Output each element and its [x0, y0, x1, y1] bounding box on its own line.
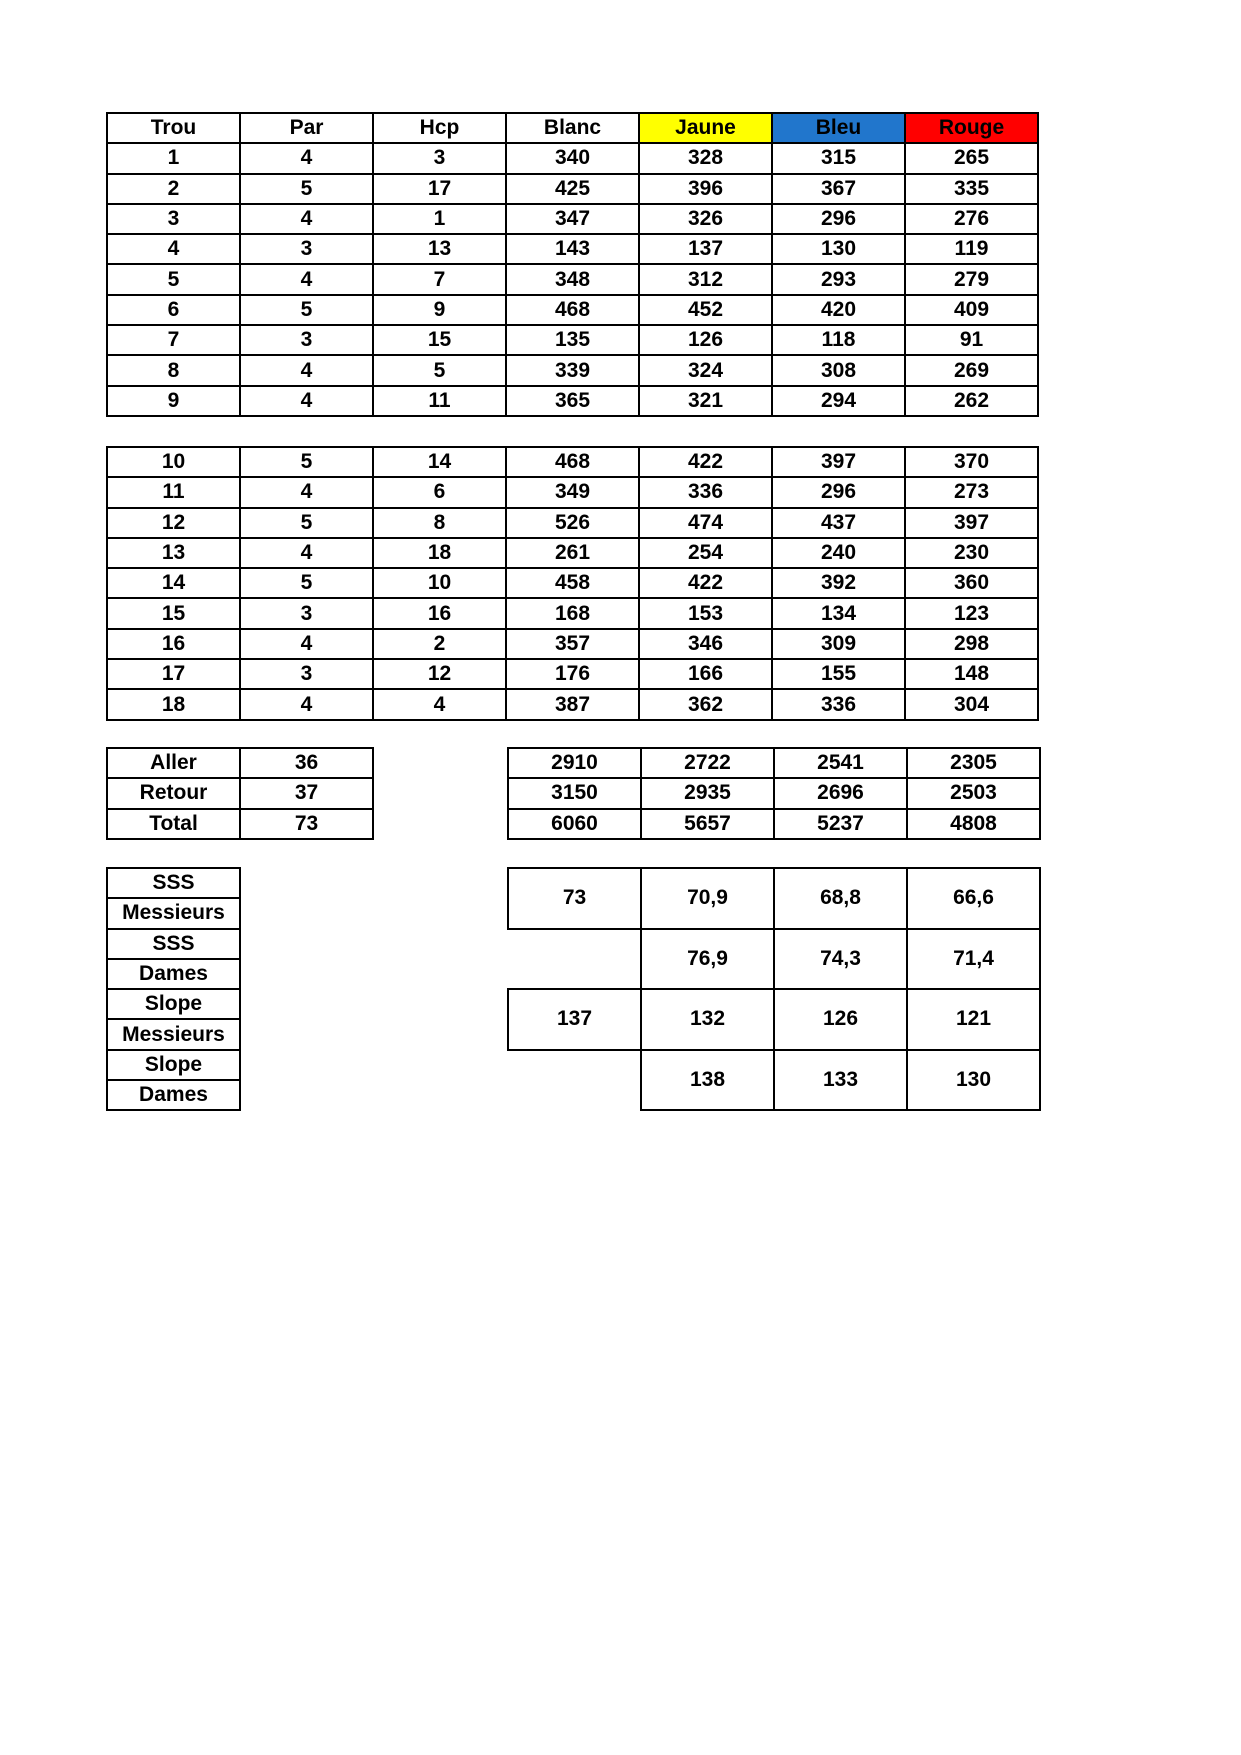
slope-dames-row	[508, 1050, 1040, 1111]
table-cell: 397	[772, 447, 905, 477]
table-cell: 265	[905, 143, 1038, 173]
table-cell: 14	[107, 568, 240, 598]
table-cell: 5237	[774, 809, 907, 839]
table-cell: 73	[240, 809, 373, 839]
par-total-row	[107, 778, 373, 808]
table-cell: 328	[639, 143, 772, 173]
rating-cell: 66,6	[907, 868, 1040, 929]
table-cell: 7	[107, 325, 240, 355]
table-cell: 370	[905, 447, 1038, 477]
table-cell: 326	[639, 204, 772, 234]
table-cell: 4	[240, 143, 373, 173]
table-cell: 422	[639, 447, 772, 477]
table-cell: 4	[373, 689, 506, 719]
distance-total-row	[508, 809, 1040, 839]
rating-label-row	[107, 959, 240, 989]
table-cell: 348	[506, 264, 639, 294]
table-cell: 12	[107, 508, 240, 538]
col-trou: Trou	[107, 113, 240, 143]
table-cell: 298	[905, 629, 1038, 659]
table-cell: 293	[772, 264, 905, 294]
table-cell: 15	[107, 598, 240, 628]
par-total-row	[107, 748, 373, 778]
table-cell: 262	[905, 386, 1038, 416]
table-cell: 3	[240, 598, 373, 628]
rating-labels-table	[106, 867, 241, 1111]
table-cell: 2722	[641, 748, 774, 778]
rating-cell: 68,8	[774, 868, 907, 929]
table-cell: 4	[240, 538, 373, 568]
table-cell: 119	[905, 234, 1038, 264]
hole-row	[107, 234, 1038, 264]
rating-cell: 71,4	[907, 929, 1040, 990]
hole-row	[107, 143, 1038, 173]
table-cell: 422	[639, 568, 772, 598]
rating-cell: 121	[907, 989, 1040, 1050]
table-cell: 324	[639, 355, 772, 385]
table-cell: 18	[373, 538, 506, 568]
rating-label-row	[107, 898, 240, 928]
header-row	[107, 113, 1038, 143]
table-cell: 273	[905, 477, 1038, 507]
hole-row	[107, 629, 1038, 659]
table-cell: 7	[373, 264, 506, 294]
rating-cell: 70,9	[641, 868, 774, 929]
table-cell: 15	[373, 325, 506, 355]
table-cell: 254	[639, 538, 772, 568]
table-cell: 468	[506, 295, 639, 325]
table-cell: 425	[506, 174, 639, 204]
table-cell: 18	[107, 689, 240, 719]
rating-label: SSS	[107, 929, 240, 959]
par-totals-table	[106, 747, 374, 840]
table-cell: 5657	[641, 809, 774, 839]
col-bleu: Bleu	[772, 113, 905, 143]
hole-row	[107, 538, 1038, 568]
table-cell: 296	[772, 477, 905, 507]
rating-cell: 133	[774, 1050, 907, 1111]
table-cell: 340	[506, 143, 639, 173]
table-cell: 2	[373, 629, 506, 659]
table-cell: Total	[107, 809, 240, 839]
table-cell: 2541	[774, 748, 907, 778]
rating-label: Slope	[107, 1050, 240, 1080]
table-cell: 269	[905, 355, 1038, 385]
rating-cell-empty	[508, 929, 641, 990]
rating-values-table	[507, 867, 1041, 1111]
table-cell: 4	[240, 204, 373, 234]
table-cell: 37	[240, 778, 373, 808]
table-cell: 2910	[508, 748, 641, 778]
rating-cell: 132	[641, 989, 774, 1050]
table-cell: 3	[240, 234, 373, 264]
table-cell: 308	[772, 355, 905, 385]
table-cell: 11	[107, 477, 240, 507]
table-cell: 4	[240, 629, 373, 659]
table-cell: 5	[240, 295, 373, 325]
rating-label: Dames	[107, 1080, 240, 1110]
table-cell: 176	[506, 659, 639, 689]
distance-total-row	[508, 748, 1040, 778]
rating-label: Dames	[107, 959, 240, 989]
table-cell: 155	[772, 659, 905, 689]
table-cell: 168	[506, 598, 639, 628]
table-cell: 339	[506, 355, 639, 385]
par-total-row	[107, 809, 373, 839]
table-cell: 240	[772, 538, 905, 568]
table-cell: 2	[107, 174, 240, 204]
table-cell: 392	[772, 568, 905, 598]
table-cell: 137	[639, 234, 772, 264]
table-cell: 230	[905, 538, 1038, 568]
hole-row	[107, 295, 1038, 325]
table-cell: 279	[905, 264, 1038, 294]
rating-label: Messieurs	[107, 1019, 240, 1049]
hole-row	[107, 508, 1038, 538]
table-cell: 17	[373, 174, 506, 204]
table-cell: 362	[639, 689, 772, 719]
hole-row	[107, 355, 1038, 385]
rating-label-row	[107, 1019, 240, 1049]
table-cell: 5	[107, 264, 240, 294]
table-cell: 5	[240, 568, 373, 598]
rating-label: SSS	[107, 868, 240, 898]
table-cell: 153	[639, 598, 772, 628]
table-cell: 2503	[907, 778, 1040, 808]
table-cell: 13	[373, 234, 506, 264]
table-cell: 9	[373, 295, 506, 325]
table-cell: 126	[639, 325, 772, 355]
table-cell: 17	[107, 659, 240, 689]
table-cell: 91	[905, 325, 1038, 355]
table-cell: 8	[107, 355, 240, 385]
table-cell: 5	[240, 508, 373, 538]
table-cell: 1	[107, 143, 240, 173]
rating-cell: 126	[774, 989, 907, 1050]
table-cell: 335	[905, 174, 1038, 204]
table-cell: 347	[506, 204, 639, 234]
hole-row	[107, 568, 1038, 598]
rating-label-row	[107, 868, 240, 898]
hole-row	[107, 174, 1038, 204]
table-cell: 420	[772, 295, 905, 325]
table-cell: 8	[373, 508, 506, 538]
rating-label-row	[107, 1050, 240, 1080]
table-cell: 474	[639, 508, 772, 538]
hole-row	[107, 598, 1038, 628]
table-cell: 5	[240, 174, 373, 204]
table-cell: 12	[373, 659, 506, 689]
table-cell: 13	[107, 538, 240, 568]
sss-messieurs-row	[508, 868, 1040, 929]
table-cell: 6	[373, 477, 506, 507]
distance-total-row	[508, 778, 1040, 808]
table-cell: 6060	[508, 809, 641, 839]
rating-cell: 73	[508, 868, 641, 929]
col-jaune: Jaune	[639, 113, 772, 143]
rating-cell: 137	[508, 989, 641, 1050]
table-cell: 3150	[508, 778, 641, 808]
table-cell: 296	[772, 204, 905, 234]
table-cell: 276	[905, 204, 1038, 234]
table-cell: 437	[772, 508, 905, 538]
table-cell: 360	[905, 568, 1038, 598]
table-cell: 396	[639, 174, 772, 204]
scorecard-back-nine	[106, 446, 1039, 721]
col-blanc: Blanc	[506, 113, 639, 143]
scorecard-front-nine	[106, 112, 1039, 417]
table-cell: 11	[373, 386, 506, 416]
table-cell: 4808	[907, 809, 1040, 839]
table-cell: 2935	[641, 778, 774, 808]
table-cell: 3	[240, 659, 373, 689]
table-cell: 4	[240, 355, 373, 385]
table-cell: 346	[639, 629, 772, 659]
distance-totals-table	[507, 747, 1041, 840]
table-cell: 321	[639, 386, 772, 416]
table-cell: 36	[240, 748, 373, 778]
table-cell: 143	[506, 234, 639, 264]
table-cell: 148	[905, 659, 1038, 689]
table-cell: 14	[373, 447, 506, 477]
rating-label-row	[107, 989, 240, 1019]
table-cell: 123	[905, 598, 1038, 628]
hole-row	[107, 204, 1038, 234]
rating-label: Slope	[107, 989, 240, 1019]
sss-dames-row	[508, 929, 1040, 990]
table-cell: Retour	[107, 778, 240, 808]
hole-row	[107, 325, 1038, 355]
rating-cell: 76,9	[641, 929, 774, 990]
table-cell: 4	[107, 234, 240, 264]
table-cell: 2696	[774, 778, 907, 808]
rating-label-row	[107, 1080, 240, 1110]
table-cell: 4	[240, 477, 373, 507]
table-cell: 4	[240, 386, 373, 416]
table-cell: 309	[772, 629, 905, 659]
table-cell: 3	[107, 204, 240, 234]
table-cell: 3	[240, 325, 373, 355]
table-cell: 397	[905, 508, 1038, 538]
table-cell: 5	[240, 447, 373, 477]
hole-row	[107, 659, 1038, 689]
rating-label: Messieurs	[107, 898, 240, 928]
hole-row	[107, 264, 1038, 294]
table-cell: 4	[240, 689, 373, 719]
col-rouge: Rouge	[905, 113, 1038, 143]
table-cell: 10	[373, 568, 506, 598]
rating-cell: 74,3	[774, 929, 907, 990]
table-cell: 315	[772, 143, 905, 173]
table-cell: 365	[506, 386, 639, 416]
table-cell: 135	[506, 325, 639, 355]
table-cell: 468	[506, 447, 639, 477]
table-cell: 118	[772, 325, 905, 355]
table-cell: 294	[772, 386, 905, 416]
rating-cell: 130	[907, 1050, 1040, 1111]
rating-cell: 138	[641, 1050, 774, 1111]
table-cell: 5	[373, 355, 506, 385]
col-hcp: Hcp	[373, 113, 506, 143]
table-cell: 6	[107, 295, 240, 325]
hole-row	[107, 689, 1038, 719]
table-cell: 16	[107, 629, 240, 659]
table-cell: 3	[373, 143, 506, 173]
slope-messieurs-row	[508, 989, 1040, 1050]
table-cell: 166	[639, 659, 772, 689]
table-cell: 409	[905, 295, 1038, 325]
table-cell: 130	[772, 234, 905, 264]
table-cell: 1	[373, 204, 506, 234]
hole-row	[107, 477, 1038, 507]
col-par: Par	[240, 113, 373, 143]
table-cell: 458	[506, 568, 639, 598]
rating-label-row	[107, 929, 240, 959]
table-cell: 2305	[907, 748, 1040, 778]
table-cell: 367	[772, 174, 905, 204]
table-cell: 4	[240, 264, 373, 294]
table-cell: 16	[373, 598, 506, 628]
table-cell: 387	[506, 689, 639, 719]
table-cell: 134	[772, 598, 905, 628]
table-cell: 452	[639, 295, 772, 325]
table-cell: 336	[772, 689, 905, 719]
table-cell: 336	[639, 477, 772, 507]
table-cell: 9	[107, 386, 240, 416]
table-cell: 357	[506, 629, 639, 659]
table-cell: 261	[506, 538, 639, 568]
table-cell: 349	[506, 477, 639, 507]
table-cell: 304	[905, 689, 1038, 719]
hole-row	[107, 447, 1038, 477]
rating-cell-empty	[508, 1050, 641, 1111]
hole-row	[107, 386, 1038, 416]
table-cell: 10	[107, 447, 240, 477]
table-cell: 312	[639, 264, 772, 294]
table-cell: Aller	[107, 748, 240, 778]
table-cell: 526	[506, 508, 639, 538]
